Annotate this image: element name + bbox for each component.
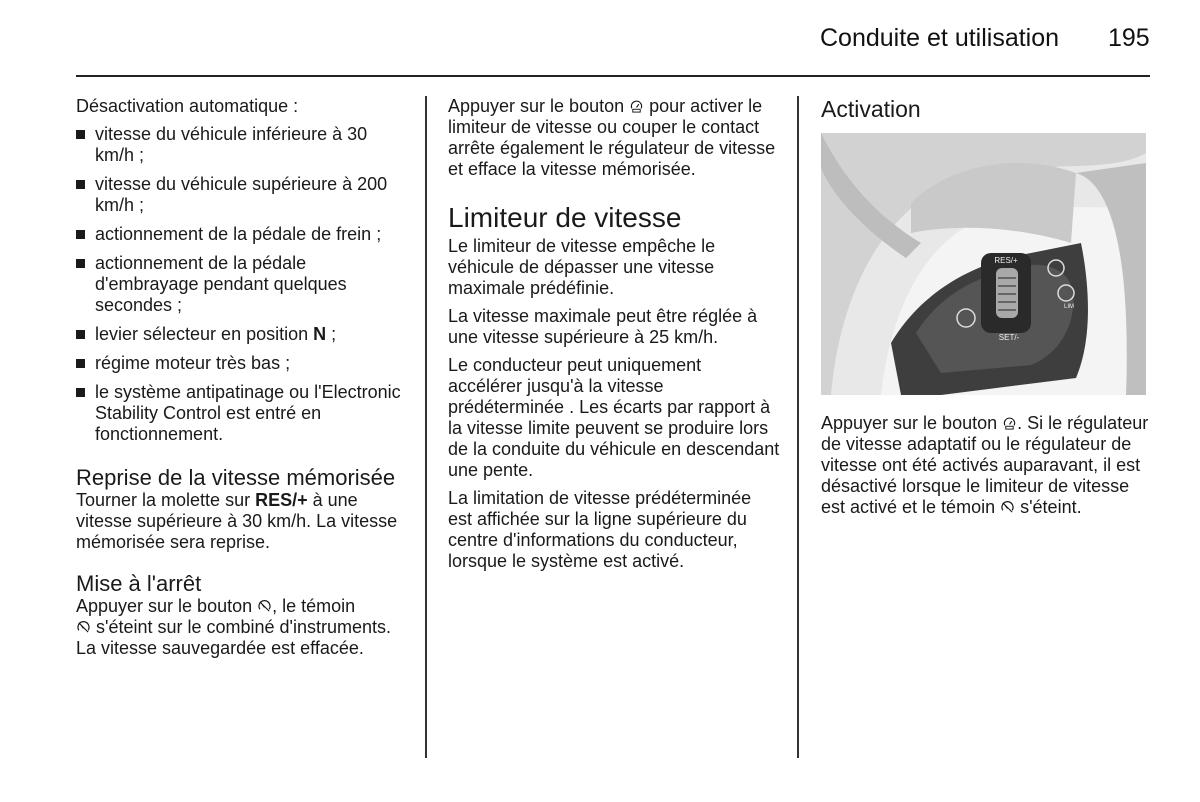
column-3: [821, 96, 1151, 525]
stop-text-a: Appuyer sur le bouton: [76, 596, 253, 616]
activation-heading: Activation: [821, 96, 921, 122]
list-item: vitesse du véhicule supérieure à 200 km/h ;: [76, 174, 406, 216]
resume-text-a: Tourner la molette sur: [76, 490, 256, 510]
steering-wheel-illustration: [821, 133, 1146, 395]
page-number: 195: [1108, 24, 1150, 52]
speed-limiter-icon: [1001, 501, 1014, 514]
speed-limiter-icon: [77, 621, 90, 634]
column-divider: [425, 96, 427, 758]
activation-text-a: Appuyer sur le bouton: [821, 413, 998, 433]
lim-button-label: LIM: [1063, 304, 1075, 310]
stop-heading: Mise à l'arrêt: [76, 571, 202, 596]
list-item: [76, 324, 406, 345]
res-label: RES/+: [255, 490, 308, 510]
paragraph: La vitesse maximale peut être réglée à une vitesse supérieure à 25 km/h.: [448, 306, 758, 347]
p1-text-a: Appuyer sur le bouton: [448, 96, 625, 116]
intro-text: Désactivation automatique :: [76, 96, 299, 116]
p1-text-b: pour activer le limiteur de vitesse ou couper le contact arrête également le régulateur de vitesse et efface la vitesse mémorisée.: [448, 96, 776, 179]
column-1: [76, 96, 406, 666]
paragraph: Le limiteur de vitesse empêche le véhicule de dépasser une vitesse maximale prédéfinie.: [448, 236, 716, 298]
limiter-heading: Limiteur de vitesse: [448, 202, 682, 233]
activation-text: [821, 413, 1151, 518]
header-title: Conduite et utilisation: [820, 24, 1060, 52]
res-button-label: RES/+: [994, 256, 1018, 265]
deactivation-list: [76, 124, 406, 445]
resume-text: [76, 490, 406, 553]
gear-position-n: N: [313, 324, 327, 344]
resume-text-b: à une vitesse supérieure à 30 km/h. La vitesse mémorisée sera reprise.: [76, 490, 398, 552]
activation-text-b: . Si le régulateur de vitesse adaptatif ou le régulateur de vitesse ont été activés auparavant, il est désactivé lorsque le limiteur de vitesse est activé et le témoin: [821, 413, 1149, 517]
list-item: le système antipatinage ou l'Electronic Stability Control est entré en fonctionnement.: [76, 382, 406, 445]
list-item-text: levier sélecteur en position: [95, 324, 314, 344]
list-item: vitesse du véhicule inférieure à 30 km/h ;: [76, 124, 406, 166]
list-item-text: ;: [326, 324, 337, 344]
paragraph: La limitation de vitesse prédéterminée est affichée sur la ligne supérieure du centre d'informations du conducteur, lorsque le système est activé.: [448, 488, 752, 571]
column-2: [448, 96, 780, 579]
resume-heading: Reprise de la vitesse mémorisée: [76, 465, 396, 490]
column-divider: [797, 96, 799, 758]
header-divider: [76, 75, 1150, 77]
list-item: actionnement de la pédale d'embrayage pendant quelques secondes ;: [76, 253, 406, 316]
stop-text-c: s'éteint sur le combiné d'instruments. La vitesse sauvegardée est effacée.: [76, 617, 392, 658]
cruise-control-icon: [630, 100, 643, 113]
paragraph: Le conducteur peut uniquement accélérer jusqu'à la vitesse prédéterminée . Les écarts par rapport à la vitesse limite peuvent se produire lors de la conduite du véhicule en descendant une pente.: [448, 355, 780, 480]
stop-text: [76, 596, 406, 659]
activation-text-c: s'éteint.: [1015, 497, 1082, 517]
list-item: actionnement de la pédale de frein ;: [76, 224, 406, 245]
speed-limiter-icon: [258, 600, 271, 613]
stop-text-b: , le témoin: [272, 596, 356, 616]
limiter-intro-text: [448, 96, 780, 180]
cruise-control-icon: [1003, 417, 1016, 430]
list-item: régime moteur très bas ;: [76, 353, 406, 374]
set-button-label: SET/-: [998, 333, 1020, 342]
